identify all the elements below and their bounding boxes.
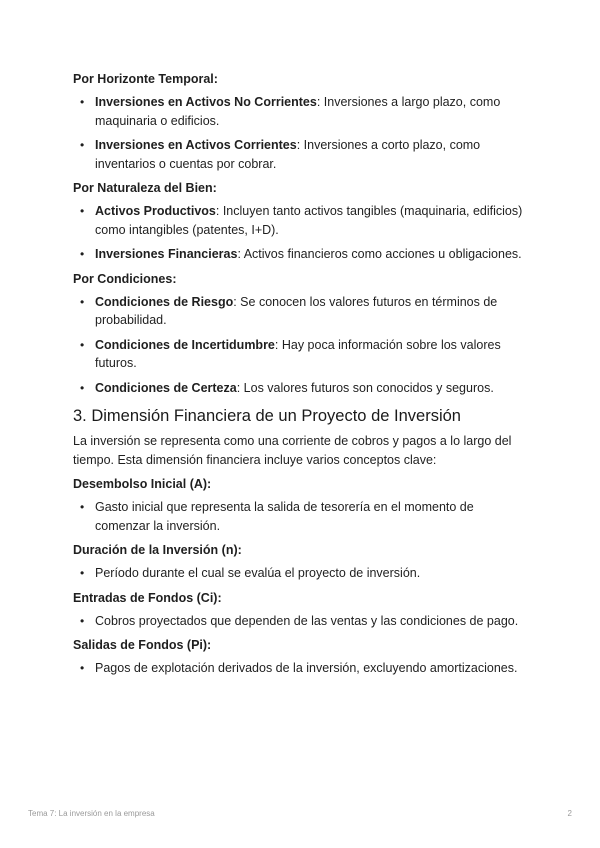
item-text: Período durante el cual se evalúa el proyecto de inversión. [95, 566, 421, 580]
bullet-list [73, 93, 531, 173]
bullet-list [73, 659, 531, 678]
item-text: Pagos de explotación derivados de la inversión, excluyendo amortizaciones. [95, 661, 518, 675]
subheading: Por Condiciones: [73, 271, 177, 286]
bullet-icon: • [80, 337, 85, 352]
item-separator: : [215, 204, 220, 218]
bullet-icon: • [80, 380, 85, 395]
item-description: Inversiones a largo plazo, como maquinaria o edificios. [95, 95, 501, 128]
bullet-list [73, 293, 531, 398]
section-title: 3. Dimensión Financiera de un Proyecto de Inversión [73, 407, 461, 425]
item-separator: : [237, 247, 241, 261]
concept-heading: Duración de la Inversión (n): [73, 543, 242, 557]
subheading: Por Horizonte Temporal: [73, 72, 218, 86]
item-term: Condiciones de Certeza [95, 380, 237, 395]
subheading: Por Naturaleza del Bien: [73, 181, 217, 195]
concepts-section [73, 475, 531, 678]
document-page [73, 70, 531, 684]
item-text: Gasto inicial que representa la salida de tesorería en el momento de comenzar la inversión. [95, 500, 474, 533]
bullet-icon: • [80, 500, 85, 514]
item-separator: : [233, 294, 237, 309]
item-term: Inversiones Financieras [95, 247, 238, 261]
list-item [73, 202, 531, 239]
item-description: Hay poca información sobre los valores futuros. [95, 337, 501, 370]
item-description: Inversiones a corto plazo, como inventarios o cuentas por cobrar. [95, 138, 481, 171]
item-description: Los valores futuros son conocidos y seguros. [240, 380, 494, 395]
bullet-icon: • [80, 95, 85, 109]
list-item [73, 136, 531, 173]
list-item [73, 659, 531, 678]
list-item [73, 93, 531, 130]
list-item [73, 612, 531, 631]
page-number: 2 [567, 809, 572, 818]
item-description: Incluyen tanto activos tangibles (maquinaria, edificios) como intangibles (patentes, I+D). [95, 204, 523, 237]
item-text: Cobros proyectados que dependen de las ventas y las condiciones de pago. [95, 613, 519, 628]
bullet-icon: • [80, 204, 85, 218]
item-separator: : [296, 138, 301, 152]
bullet-list [73, 202, 531, 264]
bullet-icon: • [80, 566, 85, 580]
item-separator: : [236, 380, 241, 395]
page-footer [28, 809, 572, 818]
item-description: Activos financieros como acciones u obligaciones. [240, 247, 522, 261]
item-term: Inversiones en Activos No Corrientes [95, 95, 317, 109]
item-term: Condiciones de Incertidumbre [95, 337, 275, 352]
concept-heading: Salidas de Fondos (Pi): [73, 638, 212, 652]
bullet-list [73, 498, 531, 535]
item-term: Activos Productivos [95, 204, 216, 218]
list-item [73, 498, 531, 535]
bullet-icon: • [80, 294, 85, 309]
section-intro: La inversión se representa como una corriente de cobros y pagos a lo largo del tiempo. Esta dimensión financiera incluye varios conceptos clave: [73, 434, 512, 467]
concept-heading: Desembolso Inicial (A): [73, 477, 212, 491]
item-separator: : [274, 337, 279, 352]
item-separator: : [316, 95, 321, 109]
list-item [73, 293, 531, 330]
bullet-list [73, 612, 531, 631]
bullet-list [73, 564, 531, 583]
bullet-icon: • [80, 247, 85, 261]
classification-section [73, 70, 531, 397]
list-item [73, 564, 531, 583]
list-item [73, 336, 531, 373]
item-description: Se conocen los valores futuros en términos de probabilidad. [95, 294, 498, 327]
item-term: Inversiones en Activos Corrientes [95, 138, 297, 152]
bullet-icon: • [80, 661, 85, 675]
concept-heading: Entradas de Fondos (Ci): [73, 590, 222, 605]
list-item [73, 245, 531, 264]
footer-title: Tema 7: La inversión en la empresa [28, 809, 155, 818]
item-term: Condiciones de Riesgo [95, 294, 234, 309]
bullet-icon: • [80, 138, 85, 152]
bullet-icon: • [80, 613, 85, 628]
list-item [73, 379, 531, 398]
